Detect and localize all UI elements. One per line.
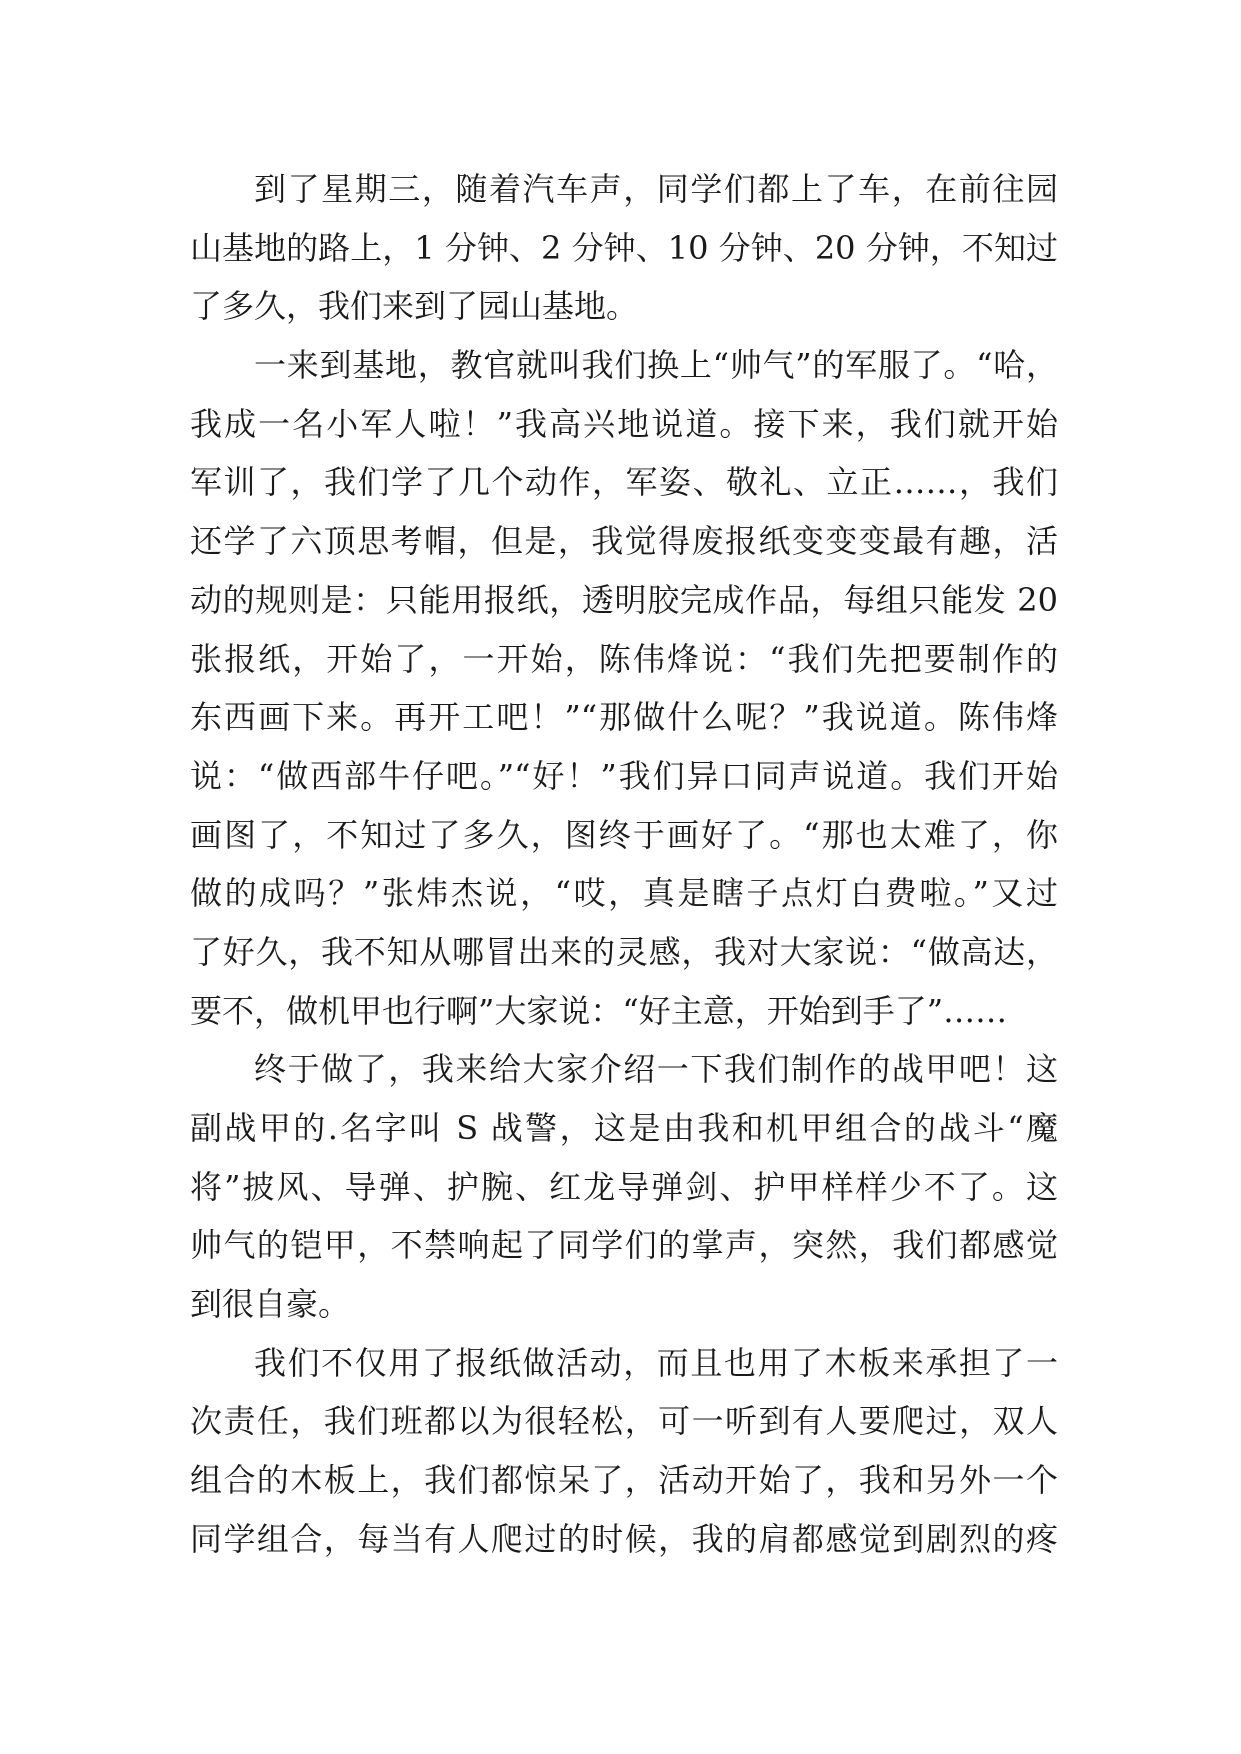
text-line: 次责任，我们班都以为很轻松，可一听到有人要爬过，双人 [190, 1402, 1058, 1441]
text-line: 说：“做西部牛仔吧。”“好！”我们异口同声说道。我们开始 [190, 756, 1058, 795]
text-line: 动的规则是：只能用报纸，透明胶完成作品，每组只能发 20 [190, 580, 1058, 619]
paragraph-2 [190, 336, 1058, 1040]
text-line: 到很自豪。 [190, 1285, 351, 1324]
text-line: 到了星期三，随着汽车声，同学们都上了车，在前往园 [254, 170, 1058, 208]
article-body [190, 160, 1058, 1569]
text-line: 做的成吗？”张炜杰说，“哎，真是瞎子点灯白费啦。”又过 [190, 874, 1058, 913]
text-line: 了好久，我不知从哪冒出来的灵感，我对大家说：“做高达， [190, 932, 1058, 971]
text-line: 我们不仅用了报纸做活动，而且也用了木板来承担了一 [254, 1343, 1058, 1382]
text-line: 一来到基地，教官就叫我们换上“帅气”的军服了。“哈， [254, 346, 1058, 385]
text-line: 还学了六顶思考帽，但是，我觉得废报纸变变变最有趣，活 [190, 522, 1058, 561]
text-line: 同学组合，每当有人爬过的时候，我的肩都感觉到剧烈的疼 [190, 1519, 1058, 1558]
text-line: 副战甲的.名字叫 S 战警，这是由我和机甲组合的战斗“魔 [190, 1109, 1058, 1147]
paragraph-1 [190, 160, 1058, 336]
text-line: 要不，做机甲也行啊”大家说：“好主意，开始到手了”…… [190, 991, 1008, 1030]
text-line: 我成一名小军人啦！”我高兴地说道。接下来，我们就开始 [190, 404, 1058, 443]
text-line: 军训了，我们学了几个动作，军姿、敬礼、立正……，我们 [190, 463, 1058, 502]
text-line: 东西画下来。再开工吧！”“那做什么呢？”我说道。陈伟烽 [190, 698, 1058, 737]
text-line: 终于做了，我来给大家介绍一下我们制作的战甲吧！这 [254, 1050, 1058, 1089]
text-line: 张报纸，开始了，一开始，陈伟烽说：“我们先把要制作的 [190, 639, 1058, 678]
text-line: 画图了，不知过了多久，图终于画好了。“那也太难了，你 [190, 815, 1058, 854]
text-line: 将”披风、导弹、护腕、红龙导弹剑、护甲样样少不了。这 [190, 1167, 1058, 1206]
text-line: 组合的木板上，我们都惊呆了，活动开始了，我和另外一个 [190, 1461, 1058, 1500]
paragraph-3 [190, 1040, 1058, 1333]
paragraph-4 [190, 1334, 1058, 1569]
text-line: 了多久，我们来到了园山基地。 [190, 287, 639, 326]
text-line: 帅气的铠甲，不禁响起了同学们的掌声，突然，我们都感觉 [190, 1226, 1058, 1265]
text-line: 山基地的路上，1 分钟、2 分钟、10 分钟、20 分钟，不知过 [190, 228, 1058, 267]
